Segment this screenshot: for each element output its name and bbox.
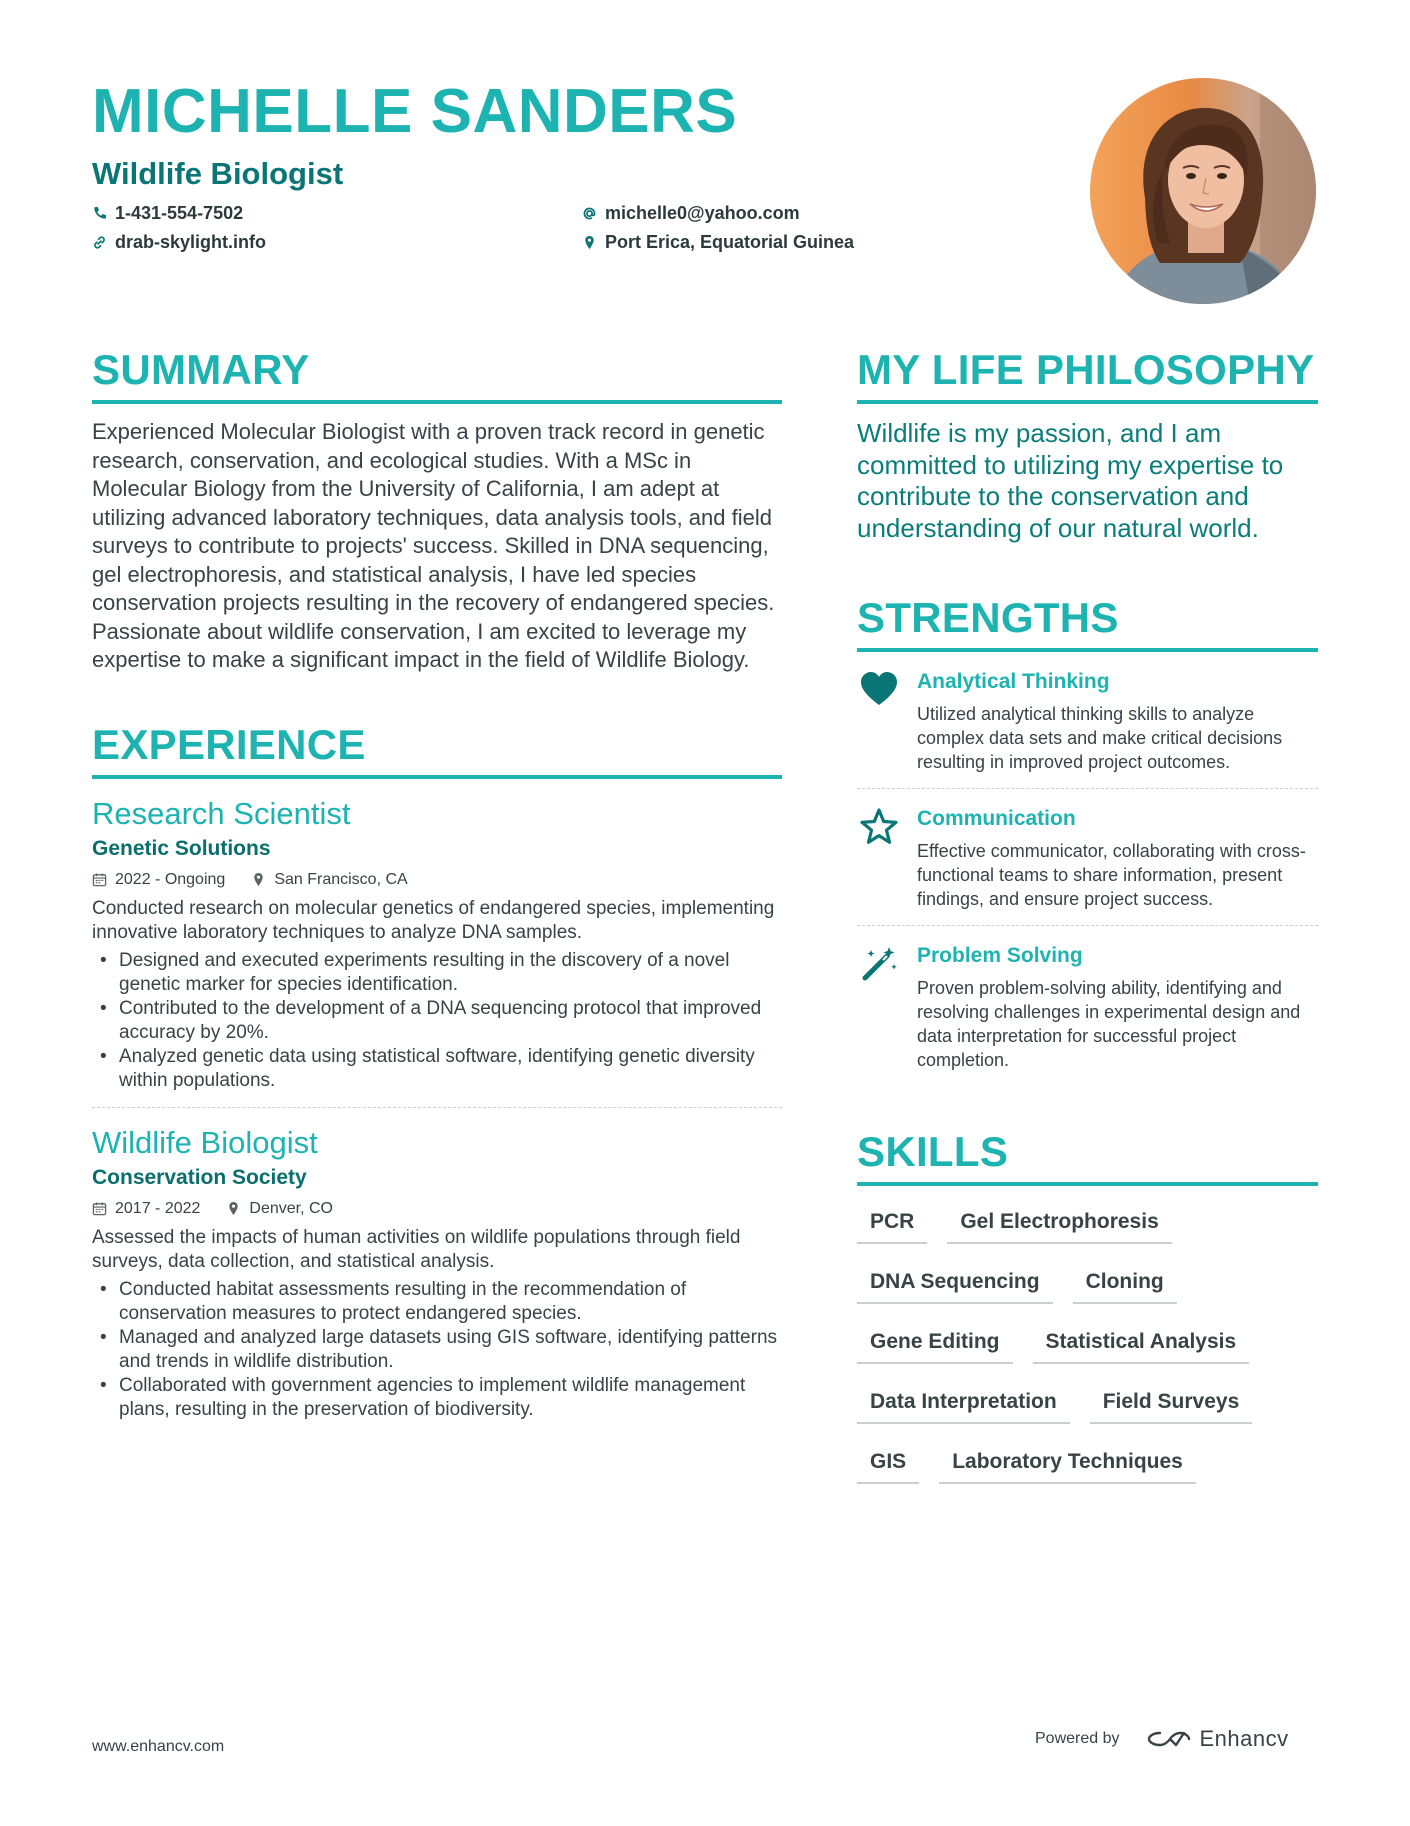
left-column	[92, 344, 782, 1422]
strength-item	[857, 926, 1318, 1086]
heart-icon	[859, 670, 899, 710]
job-dates-text: 2022 - Ongoing	[115, 870, 226, 888]
summary-text: Experienced Molecular Biologist with a proven track record in genetic research, conservation, and ecological studies. With a MSc in Molecular Biology from the University of California, I am adept at utilizing advanced laboratory techniques, data analysis tools, and field surveys to contribute to projects' success. Skilled in DNA sequencing, gel electrophoresis, and statistical analysis, I have led species conservation projects resulting in the recovery of endangered species. Passionate about wildlife conservation, I am excited to leverage my expertise to make a significant impact in the field of Wildlife Biology.	[92, 419, 775, 672]
job-bullet: • Managed and analyzed large datasets using GIS software, identifying patterns and trends in wildlife distribution.	[92, 1326, 782, 1374]
skills-heading: SKILLS	[857, 1126, 1318, 1186]
location-pin-icon	[226, 1201, 241, 1216]
strength-item	[857, 652, 1318, 789]
phone-icon	[92, 206, 107, 221]
divider	[92, 1107, 782, 1108]
job-dates	[92, 1198, 200, 1220]
link-icon	[92, 235, 107, 250]
calendar-icon	[92, 872, 107, 887]
contact-phone	[92, 200, 243, 226]
philosophy-text: Wildlife is my passion, and I am committed to utilizing my expertise to contribute to the conservation and understanding of our natural world.	[857, 418, 1284, 543]
skill-tag: Laboratory Techniques	[939, 1448, 1196, 1484]
strength-title: Problem Solving	[917, 944, 1083, 967]
strength-item	[857, 789, 1318, 926]
job-location-text: Denver, CO	[249, 1199, 333, 1217]
skill-tag: DNA Sequencing	[857, 1268, 1053, 1304]
job-role: Wildlife Biologist	[92, 1124, 318, 1160]
summary-section	[92, 344, 782, 675]
strengths-heading: STRENGTHS	[857, 592, 1318, 652]
skill-tag: PCR	[857, 1208, 927, 1244]
summary-heading: SUMMARY	[92, 344, 782, 404]
skill-tag: Gel Electrophoresis	[947, 1208, 1171, 1244]
location-pin-icon	[251, 872, 266, 887]
job-description: Assessed the impacts of human activities on wildlife populations through field surveys, data collection, and statistical analysis.	[92, 1226, 741, 1272]
skill-tag: Gene Editing	[857, 1328, 1013, 1364]
profile-photo-image	[1090, 78, 1316, 304]
strength-description: Effective communicator, collaborating with cross-functional teams to share information, present findings, and ensure project success.	[917, 841, 1306, 909]
job-bullets	[92, 1278, 782, 1422]
skill-tag: Field Surveys	[1090, 1388, 1253, 1424]
job-dates-text: 2017 - 2022	[115, 1199, 201, 1217]
contact-info	[92, 200, 1072, 264]
contact-location	[582, 229, 854, 255]
strength-description: Utilized analytical thinking skills to analyze complex data sets and make critical decisions resulting in improved project outcomes.	[917, 704, 1283, 772]
magic-wand-icon	[859, 944, 899, 984]
job-meta	[92, 1198, 782, 1220]
resume-header	[92, 74, 1072, 304]
location-text: Port Erica, Equatorial Guinea	[605, 231, 855, 252]
strength-title: Communication	[917, 807, 1076, 830]
job-bullet: • Designed and executed experiments resulting in the discovery of a novel genetic marker for species identification.	[92, 949, 782, 997]
philosophy-section	[857, 344, 1318, 544]
powered-by-label: Powered by	[1035, 1730, 1120, 1747]
job-meta	[92, 869, 782, 891]
email-text: michelle0@yahoo.com	[605, 202, 800, 223]
brand-text: Enhancv	[1199, 1726, 1289, 1751]
philosophy-heading: MY LIFE PHILOSOPHY	[857, 344, 1318, 404]
contact-website[interactable]	[92, 229, 266, 255]
skill-tag: Data Interpretation	[857, 1388, 1070, 1424]
right-column	[857, 344, 1318, 1484]
star-icon	[859, 807, 899, 847]
job-bullet: • Collaborated with government agencies to implement wildlife management plans, resulting in the preservation of biodiversity.	[92, 1374, 782, 1422]
skill-tag: Cloning	[1073, 1268, 1177, 1304]
experience-entry	[92, 795, 782, 1108]
job-company: Genetic Solutions	[92, 836, 271, 860]
skill-tag: Statistical Analysis	[1033, 1328, 1250, 1364]
phone-text: 1-431-554-7502	[115, 202, 244, 223]
job-company: Conservation Society	[92, 1165, 307, 1189]
experience-section	[92, 719, 782, 1422]
skill-list	[857, 1208, 1277, 1484]
candidate-title: Wildlife Biologist	[92, 156, 344, 191]
footer-website[interactable]: www.enhancv.com	[92, 1738, 225, 1755]
website-text: drab-skylight.info	[115, 231, 267, 252]
location-pin-icon	[582, 235, 597, 250]
job-bullet: • Conducted habitat assessments resulting in the recommendation of conservation measures to protect endangered species.	[92, 1278, 782, 1326]
footer-branding[interactable]	[1035, 1726, 1289, 1752]
experience-heading: EXPERIENCE	[92, 719, 782, 779]
profile-photo	[1090, 78, 1316, 304]
candidate-name: MICHELLE SANDERS	[92, 77, 738, 146]
skill-tag: GIS	[857, 1448, 919, 1484]
job-location	[226, 1198, 333, 1220]
strengths-section	[857, 592, 1318, 1086]
job-role: Research Scientist	[92, 795, 351, 831]
job-dates	[92, 869, 225, 891]
enhancv-logo	[1146, 1726, 1289, 1752]
job-bullet: • Analyzed genetic data using statistical software, identifying genetic diversity within populations.	[92, 1045, 782, 1093]
strength-description: Proven problem-solving ability, identifying and resolving challenges in experimental design and data interpretation for successful project completion.	[917, 978, 1301, 1070]
calendar-icon	[92, 1201, 107, 1216]
enhancv-logo-icon	[1146, 1727, 1192, 1751]
strength-title: Analytical Thinking	[917, 670, 1110, 693]
job-location-text: San Francisco, CA	[274, 870, 408, 888]
job-description: Conducted research on molecular genetics of endangered species, implementing innovative laboratory techniques to analyze DNA samples.	[92, 897, 775, 943]
contact-email[interactable]	[582, 200, 800, 226]
at-icon	[582, 206, 597, 221]
experience-entry	[92, 1124, 782, 1422]
job-location	[251, 869, 407, 891]
job-bullets	[92, 949, 782, 1093]
job-bullet: • Contributed to the development of a DNA sequencing protocol that improved accuracy by 20%.	[92, 997, 782, 1045]
skills-section	[857, 1126, 1318, 1484]
